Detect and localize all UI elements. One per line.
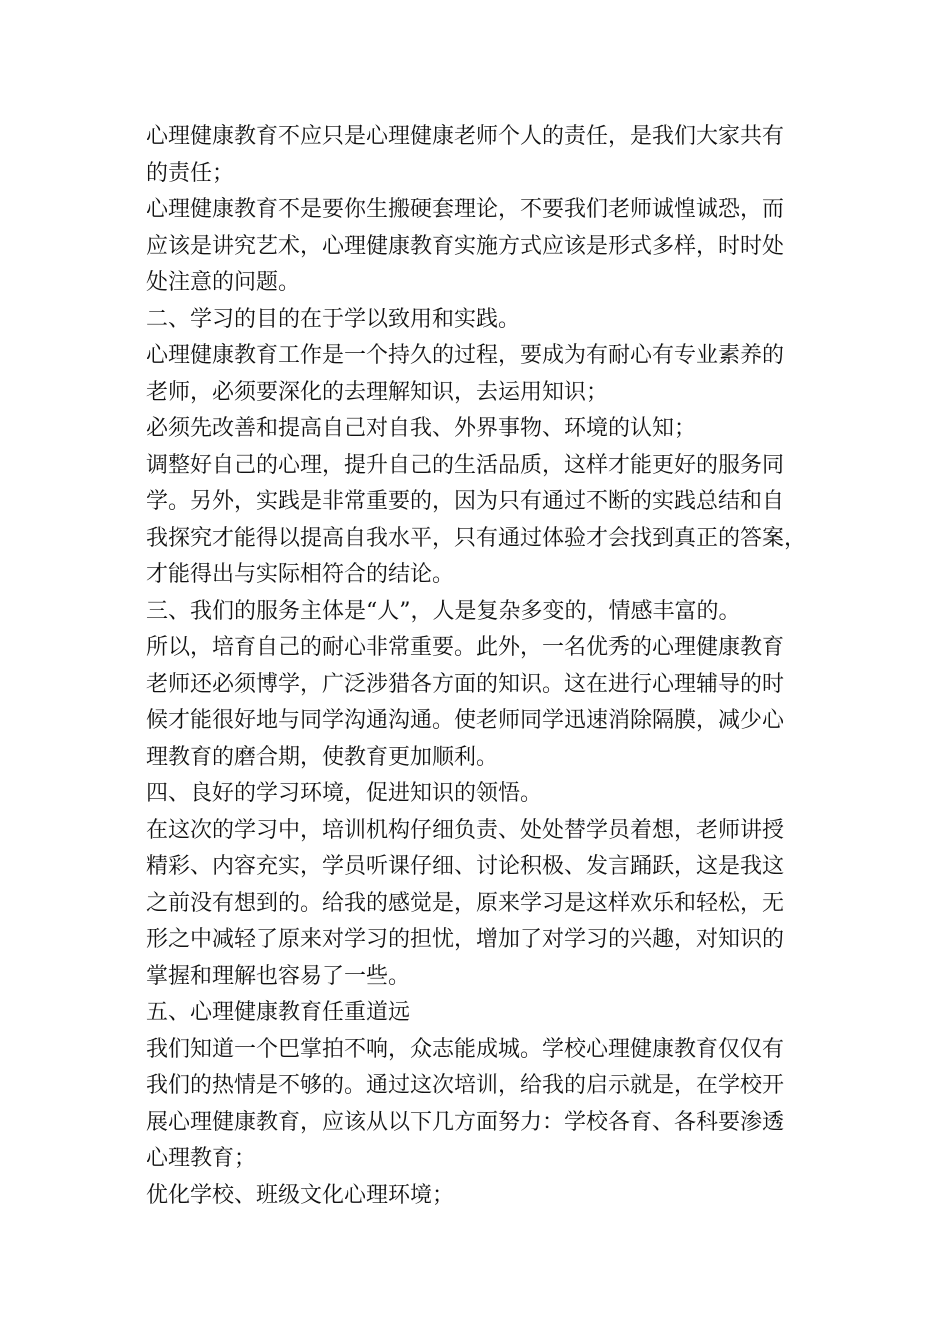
text-line: 优化学校、班级文化心理环境； [146, 1182, 455, 1208]
text-line: 掌握和理解也容易了一些。 [146, 963, 411, 989]
text-line: 处注意的问题。 [146, 270, 301, 295]
text-line: 展心理健康教育，应该从以下几方面努力：学校各育、各科要渗透 [146, 1109, 785, 1135]
text-line: 我探究才能得以提高自我水平，只有通过体验才会找到真正的答案， [146, 525, 807, 551]
text-line: 学。另外，实践是非常重要的，因为只有通过不断的实践总结和自 [146, 489, 785, 514]
document-body [146, 119, 826, 1214]
text-line: 形之中减轻了原来对学习的担忧，增加了对学习的兴趣，对知识的 [146, 927, 785, 952]
section-heading-5: 五、心理健康教育任重道远 [146, 1000, 411, 1025]
section-heading-4: 四、良好的学习环境，促进知识的领悟。 [146, 781, 543, 806]
text-line: 的责任； [146, 160, 235, 186]
text-line: 理教育的磨合期，使教育更加顺利。 [146, 744, 499, 770]
text-line: 应该是讲究艺术，心理健康教育实施方式应该是形式多样，时时处 [146, 233, 785, 259]
text-line: 之前没有想到的。给我的感觉是，原来学习是这样欢乐和轻松，无 [146, 890, 785, 916]
section-heading-2: 二、学习的目的在于学以致用和实践。 [146, 306, 521, 332]
text-line: 在这次的学习中，培训机构仔细负责、处处替学员着想，老师讲授 [146, 817, 785, 843]
text-line: 老师还必须博学，广泛涉猎各方面的知识。这在进行心理辅导的时 [146, 671, 785, 697]
text-line: 精彩、内容充实，学员听课仔细、讨论积极、发言踊跃，这是我这 [146, 854, 785, 879]
text-line: 心理健康教育不应只是心理健康老师个人的责任，是我们大家共有 [146, 124, 785, 149]
text-line: 候才能很好地与同学沟通沟通。使老师同学迅速消除隔膜，减少心 [146, 708, 785, 733]
text-line: 调整好自己的心理，提升自己的生活品质，这样才能更好的服务同 [146, 452, 785, 478]
text-line: 所以，培育自己的耐心非常重要。此外，一名优秀的心理健康教育 [146, 635, 785, 660]
text-line: 才能得出与实际相符合的结论。 [146, 562, 455, 587]
text-line: 老师，必须要深化的去理解知识，去运用知识； [146, 379, 609, 405]
text-line: 心理健康教育工作是一个持久的过程，要成为有耐心有专业素养的 [146, 343, 785, 368]
text-line: 心理教育； [146, 1146, 257, 1171]
text-line: 必须先改善和提高自己对自我、外界事物、环境的认知； [146, 416, 697, 441]
text-line: 心理健康教育不是要你生搬硬套理论，不要我们老师诚惶诚恐，而 [146, 197, 785, 222]
section-heading-3: 三、我们的服务主体是“人”，人是复杂多变的，情感丰富的。 [146, 598, 741, 624]
text-line: 我们的热情是不够的。通过这次培训，给我的启示就是，在学校开 [146, 1073, 785, 1098]
text-line: 我们知道一个巴掌拍不响，众志能成城。学校心理健康教育仅仅有 [146, 1036, 785, 1062]
